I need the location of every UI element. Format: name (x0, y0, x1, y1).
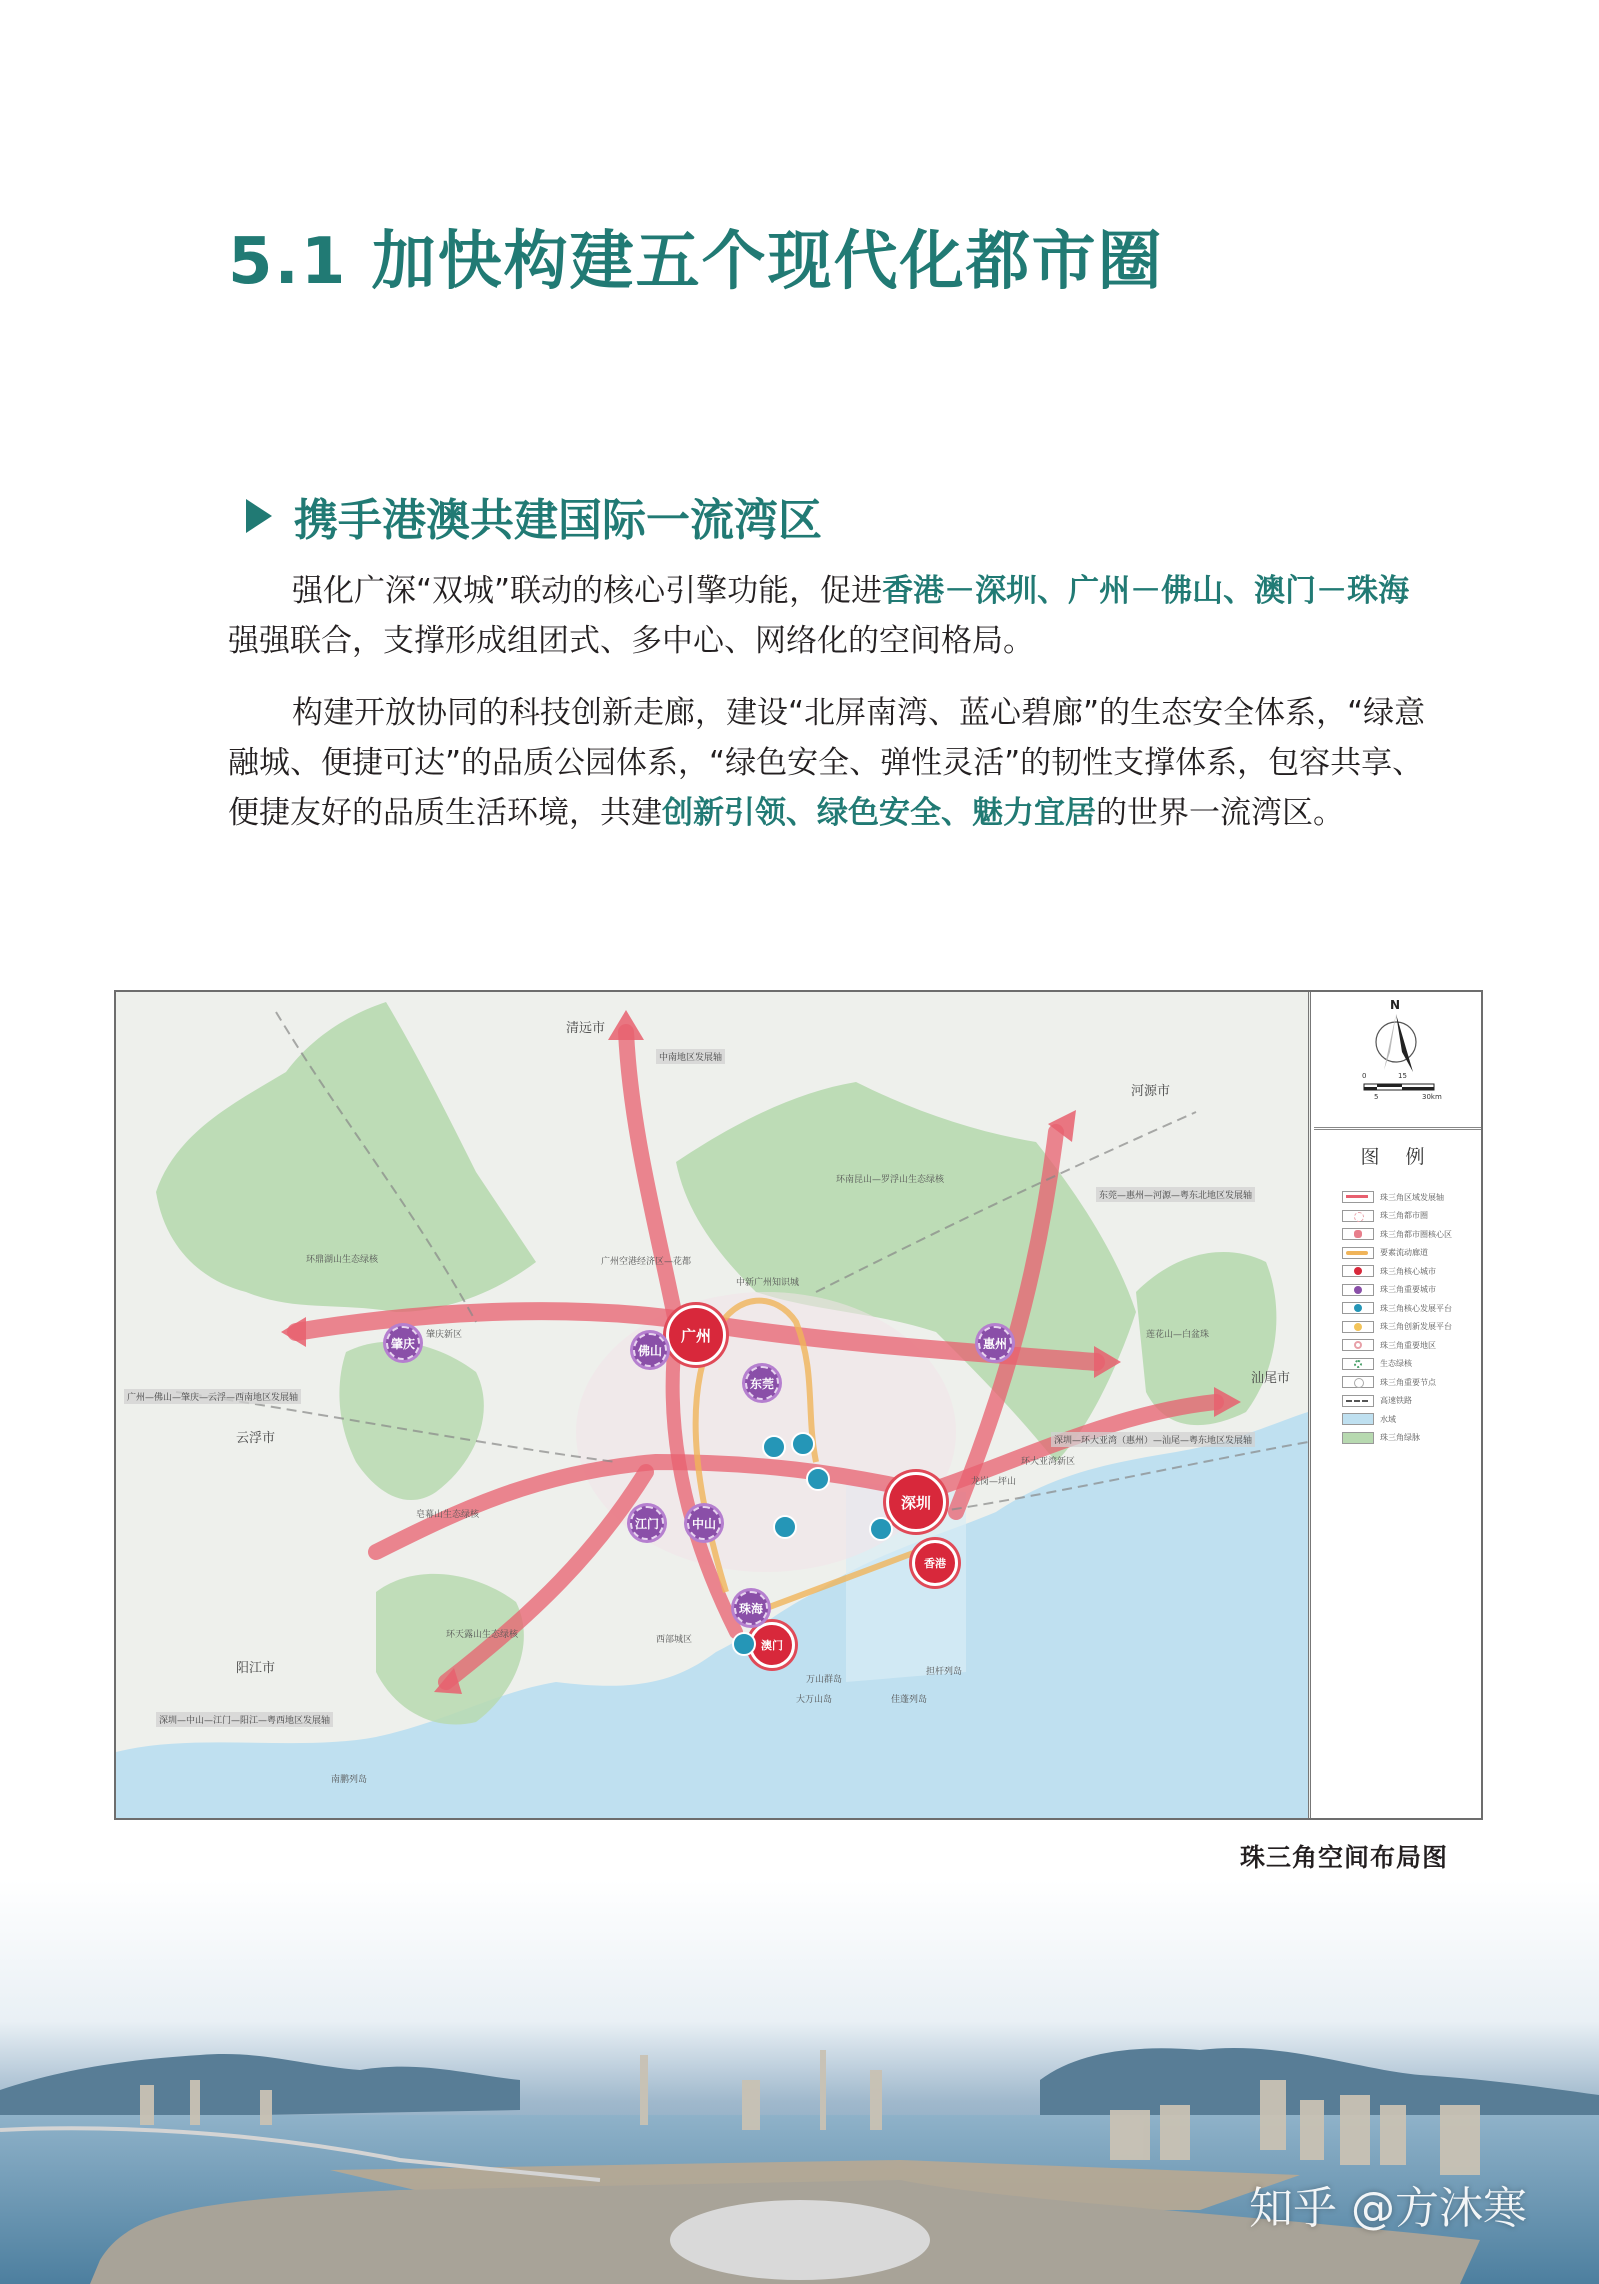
metro-ring-icon (1342, 1210, 1374, 1222)
major-city-huizhou: 惠州 (978, 1326, 1012, 1360)
legend-item (1342, 1392, 1482, 1411)
core-city-guangzhou: 广州 (666, 1305, 726, 1365)
legend-item (1342, 1225, 1482, 1244)
place-label: 西部城区 (656, 1635, 693, 1645)
legend-label: 珠三角核心城市 (1380, 1266, 1436, 1276)
place-label: 万山群岛 (806, 1675, 843, 1685)
legend-item (1342, 1299, 1482, 1318)
pearl-river-delta-map (116, 992, 1311, 1818)
yellow-dot-icon (1342, 1321, 1374, 1333)
region-label-yunfu: 云浮市 (236, 1431, 276, 1446)
figure-caption: 珠三角空间布局图 (1240, 1843, 1449, 1872)
legend-item (1342, 1355, 1482, 1374)
legend-label: 生态绿核 (1380, 1359, 1412, 1369)
section-subheading-text: 携手港澳共建国际一流湾区 (294, 495, 822, 546)
axis-label: 广州—佛山—肇庆—云浮—西南地区发展轴 (124, 1389, 301, 1404)
legend-item (1342, 1373, 1482, 1392)
compass-scale-box (1314, 992, 1481, 1130)
scale-label-0: 0 (1362, 1072, 1367, 1080)
legend-item (1342, 1318, 1482, 1337)
map-legend-panel (1314, 992, 1481, 1818)
major-city-dongguan: 东莞 (745, 1366, 779, 1400)
paragraph-1-text-end: 强强联合，支撑形成组团式、多中心、网络化的空间格局。 (228, 623, 1034, 659)
double-arrow-icon (1342, 1191, 1374, 1203)
platform-hengqin (732, 1632, 756, 1656)
place-label: 肇庆新区 (426, 1330, 463, 1340)
region-label-qingyuan: 清远市 (566, 1021, 606, 1036)
teal-dot-icon (1342, 1302, 1374, 1314)
place-label: 大万山岛 (796, 1695, 833, 1705)
region-label-shanwei: 汕尾市 (1251, 1371, 1291, 1386)
purple-dot-icon (1342, 1284, 1374, 1296)
water-fill-icon (1342, 1413, 1374, 1425)
compass-icon (1314, 992, 1481, 1112)
place-label: 龙岗—坪山 (971, 1477, 1017, 1487)
legend-list (1342, 1188, 1482, 1447)
major-city-zhuhai: 珠海 (734, 1591, 768, 1625)
paragraph-2-highlight: 创新引领、绿色安全、魅力宜居 (662, 795, 1096, 831)
legend-label: 珠三角重要节点 (1380, 1377, 1436, 1387)
platform-cuiheng (773, 1515, 797, 1539)
paragraph-1-text: 强化广深“双城”联动的核心引擎功能，促进 (292, 573, 883, 609)
watermark-text: 知乎 @方沐寒 (1249, 2183, 1527, 2234)
legend-label: 珠三角重要地区 (1380, 1340, 1436, 1350)
core-city-macau: 澳门 (749, 1622, 795, 1668)
platform-nansha (762, 1435, 786, 1459)
legend-label: 珠三角重要城市 (1380, 1285, 1436, 1295)
place-label: 环大亚湾新区 (1021, 1457, 1076, 1467)
platform-dakonggang (806, 1467, 830, 1491)
legend-label: 珠三角核心发展平台 (1380, 1303, 1452, 1313)
legend-label: 珠三角都市圈核心区 (1380, 1229, 1452, 1239)
axis-label: 东莞—惠州—河源—粤东北地区发展轴 (1096, 1187, 1255, 1202)
map-graphic (116, 992, 1308, 1818)
major-city-jiangmen: 江门 (630, 1506, 664, 1540)
legend-label: 珠三角创新发展平台 (1380, 1322, 1452, 1332)
triangle-bullet-icon (246, 499, 272, 533)
paragraph-1-highlight: 香港－深圳、广州－佛山、澳门－珠海 (882, 573, 1410, 609)
place-label: 环南昆山—罗浮山生态绿核 (836, 1175, 945, 1185)
legend-item (1342, 1336, 1482, 1355)
paragraph-2 (228, 688, 1428, 838)
section-subheading (246, 484, 822, 548)
red-dot-icon (1342, 1265, 1374, 1277)
place-label: 莲花山—白盆珠 (1146, 1330, 1210, 1340)
legend-item (1342, 1410, 1482, 1429)
major-city-foshan: 佛山 (633, 1333, 667, 1367)
railway-line-icon (1342, 1395, 1374, 1407)
place-label: 担杆列岛 (926, 1667, 963, 1677)
place-label: 中新广州知识城 (736, 1278, 800, 1288)
legend-item (1342, 1207, 1482, 1226)
north-label: N (1390, 998, 1401, 1012)
scale-label-30km: 30km (1422, 1093, 1442, 1101)
paragraph-2-text-end: 的世界一流湾区。 (1096, 795, 1344, 831)
place-label: 环鼎湖山生态绿核 (306, 1255, 379, 1265)
pink-ring-icon (1342, 1339, 1374, 1351)
core-city-shenzhen: 深圳 (886, 1472, 946, 1532)
region-label-yangjiang: 阳江市 (236, 1661, 276, 1676)
place-label: 广州空港经济区—花都 (601, 1257, 692, 1267)
place-label: 皂幕山生态绿核 (416, 1510, 480, 1520)
axis-label: 中南地区发展轴 (656, 1049, 725, 1064)
legend-label: 珠三角区域发展轴 (1380, 1192, 1444, 1202)
legend-label: 水域 (1380, 1414, 1396, 1424)
legend-label: 珠三角绿脉 (1380, 1433, 1420, 1443)
legend-item (1342, 1281, 1482, 1300)
paragraph-2-text: 构建开放协同的科技创新走廊，建设“北屏南湾、蓝心碧廊”的生态安全体系，“绿意融城、便捷可达”的品质公园体系，“绿色安全、弹性灵活”的韧性支撑体系，包容共享、便捷友好的品质生活环境，共建 (228, 695, 1426, 831)
core-city-hongkong: 香港 (912, 1540, 958, 1586)
legend-title: 图 例 (1360, 1146, 1435, 1168)
legend-label: 珠三角都市圈 (1380, 1211, 1428, 1221)
flow-corridor-icon (1342, 1247, 1374, 1259)
legend-item (1342, 1262, 1482, 1281)
core-area-icon (1342, 1228, 1374, 1240)
city-panorama-photo (0, 1880, 1599, 2284)
place-label: 佳蓬列岛 (891, 1695, 928, 1705)
platform-shengang (791, 1432, 815, 1456)
place-label: 南鹏列岛 (331, 1775, 368, 1785)
ecology-core-icon (1342, 1358, 1374, 1370)
legend-label: 高速铁路 (1380, 1396, 1412, 1406)
platform-qianhai (869, 1517, 893, 1541)
axis-label: 深圳—环大亚湾（惠州）—汕尾—粤东地区发展轴 (1051, 1432, 1255, 1447)
paragraph-1 (228, 566, 1428, 666)
green-fill-icon (1342, 1432, 1374, 1444)
place-label: 环天露山生态绿核 (446, 1630, 519, 1640)
scale-label-5: 5 (1374, 1093, 1379, 1101)
legend-item (1342, 1429, 1482, 1448)
axis-label: 深圳—中山—江门—阳江—粤西地区发展轴 (156, 1712, 333, 1727)
major-city-zhongshan: 中山 (687, 1506, 721, 1540)
major-city-zhaoqing: 肇庆 (386, 1326, 420, 1360)
page-title: 5.1 加快构建五个现代化都市圈 (228, 225, 1164, 299)
legend-item (1342, 1188, 1482, 1207)
legend-label: 要素流动廊道 (1380, 1248, 1428, 1258)
scale-label-15: 15 (1398, 1072, 1407, 1080)
region-label-heyuan: 河源市 (1131, 1084, 1171, 1099)
legend-item (1342, 1244, 1482, 1263)
grey-ring-icon (1342, 1376, 1374, 1388)
map-figure (114, 990, 1483, 1820)
